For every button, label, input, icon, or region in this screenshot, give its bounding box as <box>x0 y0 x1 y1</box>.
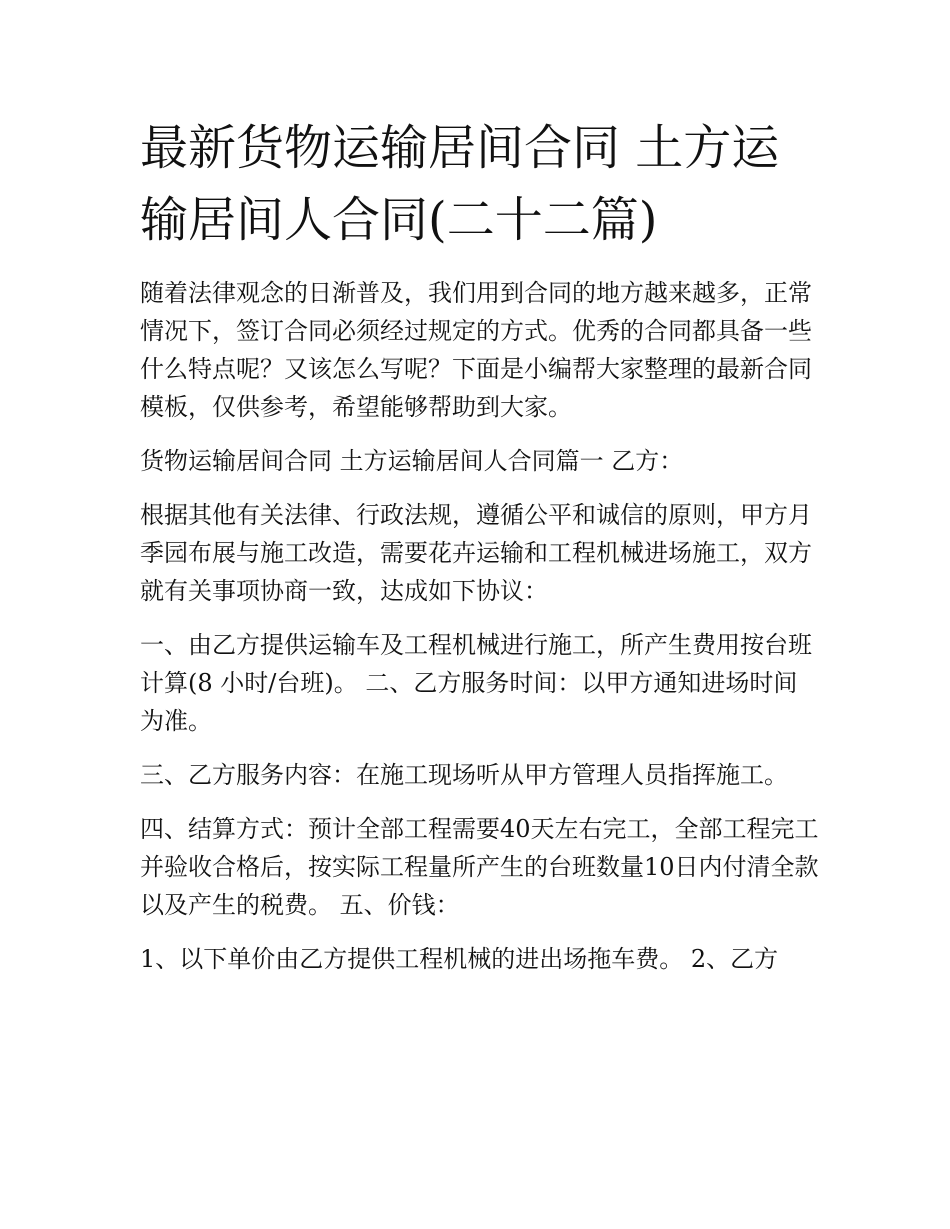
clause-one-two-paragraph: 一、由乙方提供运输车及工程机械进行施工，所产生费用按台班计算(8 小时/台班)。 二、乙方服务时间：以甲方通知进场时间为准。 <box>140 631 812 735</box>
section-heading-paragraph: 货物运输居间合同 土方运输居间人合同篇一 乙方： <box>140 447 684 475</box>
intro-paragraph: 随着法律观念的日渐普及，我们用到合同的地方越来越多，正常情况下，签订合同必须经过规定的方式。优秀的合同都具备一些什么特点呢？又该怎么写呢？下面是小编帮大家整理的最新合同模板，仅供参考，希望能够帮助到大家。 <box>140 279 812 421</box>
clause-four-five-paragraph: 四、结算方式：预计全部工程需要40天左右完工，全部工程完工并验收合格后，按实际工程量所产生的台班数量10日内付清全款以及产生的税费。 五、价钱： <box>140 815 819 919</box>
document-body <box>140 112 820 994</box>
agreement-basis-paragraph: 根据其他有关法律、行政法规，遵循公平和诚信的原则，甲方月季园布展与施工改造，需要花卉运输和工程机械进场施工，双方就有关事项协商一致，达成如下协议： <box>140 501 812 605</box>
clause-three-paragraph: 三、乙方服务内容：在施工现场听从甲方管理人员指挥施工。 <box>140 761 788 789</box>
document-title: 最新货物运输居间合同 土方运输居间人合同(二十二篇) <box>140 120 780 248</box>
price-item-paragraph: 1、以下单价由乙方提供工程机械的进出场拖车费。 2、乙方 <box>140 945 779 973</box>
